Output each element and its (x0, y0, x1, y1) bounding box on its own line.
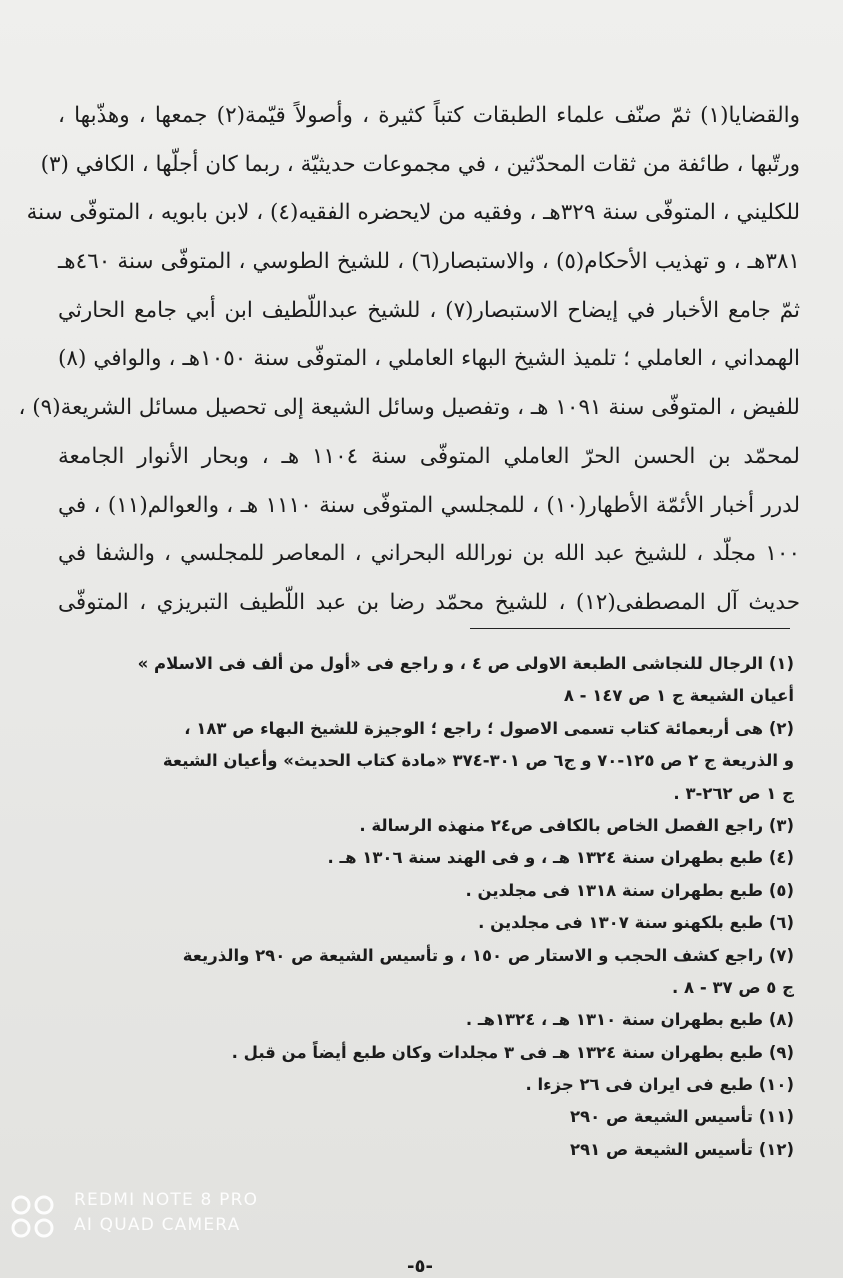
footnote-line: (٤) طبع بطهران سنة ١٣٢٤ هـ ، و فى الهند سنة ١٣٠٦ هـ . (327, 848, 794, 868)
main-text-line: ١٠٠ مجلّد ، للشيخ عبد الله بن نورالله البحراني ، المعاصر للمجلسي ، والشفا في (58, 541, 800, 567)
footnote-line: (١) الرجال للنجاشى الطبعة الاولى ص ٤ ، و راجع فى «أول من ألف فى الاسلام » (137, 654, 794, 673)
main-text-line: الهمداني ، العاملي ؛ تلميذ الشيخ البهاء العاملي ، المتوفّى سنة ١٠٥٠هـ ، والوافي (٨) (58, 346, 800, 372)
footnote-line: (٩) طبع بطهران سنة ١٣٢٤ هـ فى ٣ مجلدات وكان طبع أيضاً من قبل . (231, 1042, 794, 1062)
watermark-model: REDMI NOTE 8 PRO (74, 1190, 259, 1210)
footnote-line: ج ١ ص ٢٦٢-٣ . (673, 783, 794, 803)
main-text-line: للفيض ، المتوفّى سنة ١٠٩١ هـ ، وتفصيل وسائل الشيعة إلى تحصيل مسائل الشريعة(٩) ، (18, 395, 800, 421)
main-text-line: حديث آل المصطفى(١٢) ، للشيخ محمّد رضا بن عبد اللّطيف التبريزي ، المتوفّى (58, 589, 800, 615)
footnote-line: (١٢) تأسيس الشيعة ص ٢٩١ (569, 1139, 794, 1159)
footnote-line: (٦) طبع بلكهنو سنة ١٣٠٧ فى مجلدين . (478, 913, 794, 933)
footnote-line: (٧) راجع كشف الحجب و الاستار ص ١٥٠ ، و تأسيس الشيعة ص ٢٩٠ والذريعة (182, 945, 794, 965)
footnote-line: (٥) طبع بطهران سنة ١٣١٨ فى مجلدين . (465, 880, 794, 900)
footnote-line: (٢) هى أربعمائة كتاب تسمى الاصول ؛ راجع ؛ الوجيزة للشيخ البهاء ص ١٨٣ ، (184, 718, 794, 738)
camera-dots-icon (10, 1192, 58, 1240)
main-text-line: ثمّ جامع الأخبار في إيضاح الاستبصار(٧) ، للشيخ عبداللّطيف ابن أبي جامع الحارثي (58, 297, 800, 323)
main-text-line: ورتّبها ، طائفة من ثقات المحدّثين ، في مجموعات حديثيّة ، ربما كان أجلّها ، الكافي (٣) (40, 151, 800, 177)
footnote-divider (470, 628, 790, 629)
camera-watermark (10, 1188, 330, 1242)
footnotes-block (52, 648, 794, 1166)
main-text-line: لمحمّد بن الحسن الحرّ العاملي المتوفّى سنة ١١٠٤ هـ ، وبحار الأنوار الجامعة (58, 443, 800, 469)
footnote-line: (١٠) طبع فى ايران فى ٢٦ جزءا . (525, 1075, 794, 1095)
main-text-line: لدرر أخبار الأئمّة الأطهار(١٠) ، للمجلسي المتوفّى سنة ١١١٠ هـ ، والعوالم(١١) ، في (58, 492, 801, 518)
footnote-line: و الذريعة ج ٢ ص ١٢٥-٧٠ و ج٦ ص ٣٠١-٣٧٤ «مادة كتاب الحديث» وأعيان الشيعة (162, 751, 794, 771)
footnote-line: (٣) راجع الفصل الخاص بالكافى ص٢٤ منهذه الرسالة . (359, 815, 794, 835)
footnote-line: (١١) تأسيس الشيعة ص ٢٩٠ (569, 1107, 794, 1127)
page-number: -٥- (407, 1256, 433, 1277)
main-text-line: للكليني ، المتوفّى سنة ٣٢٩هـ ، وفقيه من لايحضره الفقيه(٤) ، لابن بابويه ، المتوفّى سنة (26, 200, 800, 226)
footnote-line: أعيان الشيعة ج ١ ص ١٤٧ - ٨ (563, 686, 794, 706)
main-text-line: والقضايا(١) ثمّ صنّف علماء الطبقات كتباً كثيرة ، وأصولاً قيّمة(٢) جمعها ، وهذّبها ، (58, 103, 801, 128)
main-text-line: ٣٨١هـ ، و تهذيب الأحكام(٥) ، والاستبصار(٦) ، للشيخ الطوسي ، المتوفّى سنة ٤٦٠هـ (58, 249, 800, 275)
watermark-camera: AI QUAD CAMERA (74, 1215, 241, 1235)
footnote-line: (٨) طبع بطهران سنة ١٣١٠ هـ ، ١٣٢٤هـ . (465, 1010, 794, 1030)
main-text-block (18, 92, 801, 628)
footnote-line: ج ٥ ص ٣٧ - ٨ . (672, 977, 794, 997)
